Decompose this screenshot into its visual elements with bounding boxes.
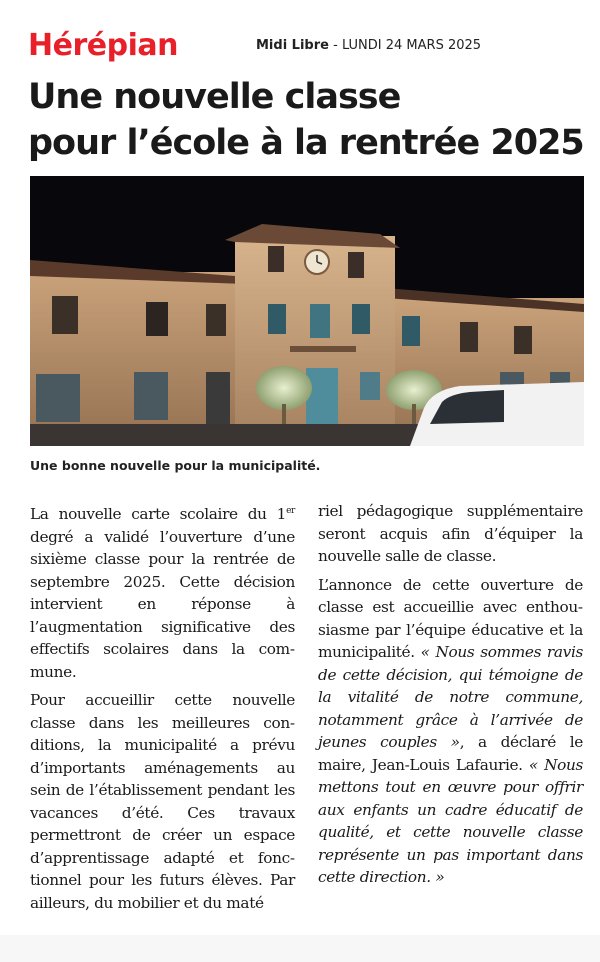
ordinal-superscript: er bbox=[286, 506, 295, 516]
source-separator: - bbox=[328, 38, 342, 53]
paragraph-1 bbox=[30, 500, 295, 683]
school-building-photo bbox=[30, 176, 584, 446]
article-column-left bbox=[30, 500, 295, 914]
article-header bbox=[28, 26, 578, 70]
town-title: Hérépian bbox=[28, 28, 178, 63]
newspaper-name: Midi Libre bbox=[256, 38, 329, 53]
headline bbox=[28, 74, 588, 166]
paragraph-2-continued: riel pédagogique supplémentaire seront acquis afin d’équiper la nouvelle salle de classe. bbox=[318, 502, 583, 565]
paragraph-2: Pour accueillir cette nouvelle classe dans les meilleures conditions, la municipalité a prévu d’importants aménagements au sein de l’établissement pendant les vacances d’été. Ces travaux permettront de créer un espace d’apprentissage adapté et fonctionnel pour les futurs élèves. Par ailleurs, du mobilier et du maté bbox=[30, 691, 295, 912]
school-building-illustration bbox=[30, 176, 584, 446]
mayor-quote-2: « Nous mettons tout en œuvre pour offrir aux enfants un cadre éducatif de qualité, et cette nouvelle classe représente un pas important dans cette direction. » bbox=[318, 755, 583, 886]
source-line bbox=[256, 36, 481, 56]
publication-date: LUNDI 24 MARS 2025 bbox=[341, 38, 482, 53]
headline-line-2: pour l’école à la rentrée 2025 bbox=[28, 123, 584, 163]
paragraph-3-part-a: L’annonce de cette ouverture de classe est accueillie avec enthousiasme par l’équipe éducative et la municipalité. bbox=[318, 575, 583, 661]
paragraph-3 bbox=[318, 574, 583, 889]
mayor-quote-1: « Nous sommes ravis de cette décision, qui témoigne de la vitalité de notre commune, notamment grâce à l’arrivée de jeunes couples » bbox=[318, 643, 583, 751]
article-column-right bbox=[318, 500, 583, 889]
paragraph-1-part-b: degré a validé l’ouverture d’une sixième classe pour la rentrée de septembre 2025. Cette décision intervient en réponse à l’augmentation significative des effectifs scolaires dans la commune. bbox=[30, 527, 295, 681]
paragraph-3-part-b: , a déclaré le maire, Jean-Louis Lafaurie. bbox=[318, 733, 583, 774]
headline-line-1: Une nouvelle classe bbox=[28, 77, 401, 117]
photo-caption: Une bonne nouvelle pour la municipalité. bbox=[30, 458, 321, 473]
paragraph-1-part-a: La nouvelle carte scolaire du 1 bbox=[30, 505, 287, 524]
page-footer-strip bbox=[0, 935, 600, 962]
